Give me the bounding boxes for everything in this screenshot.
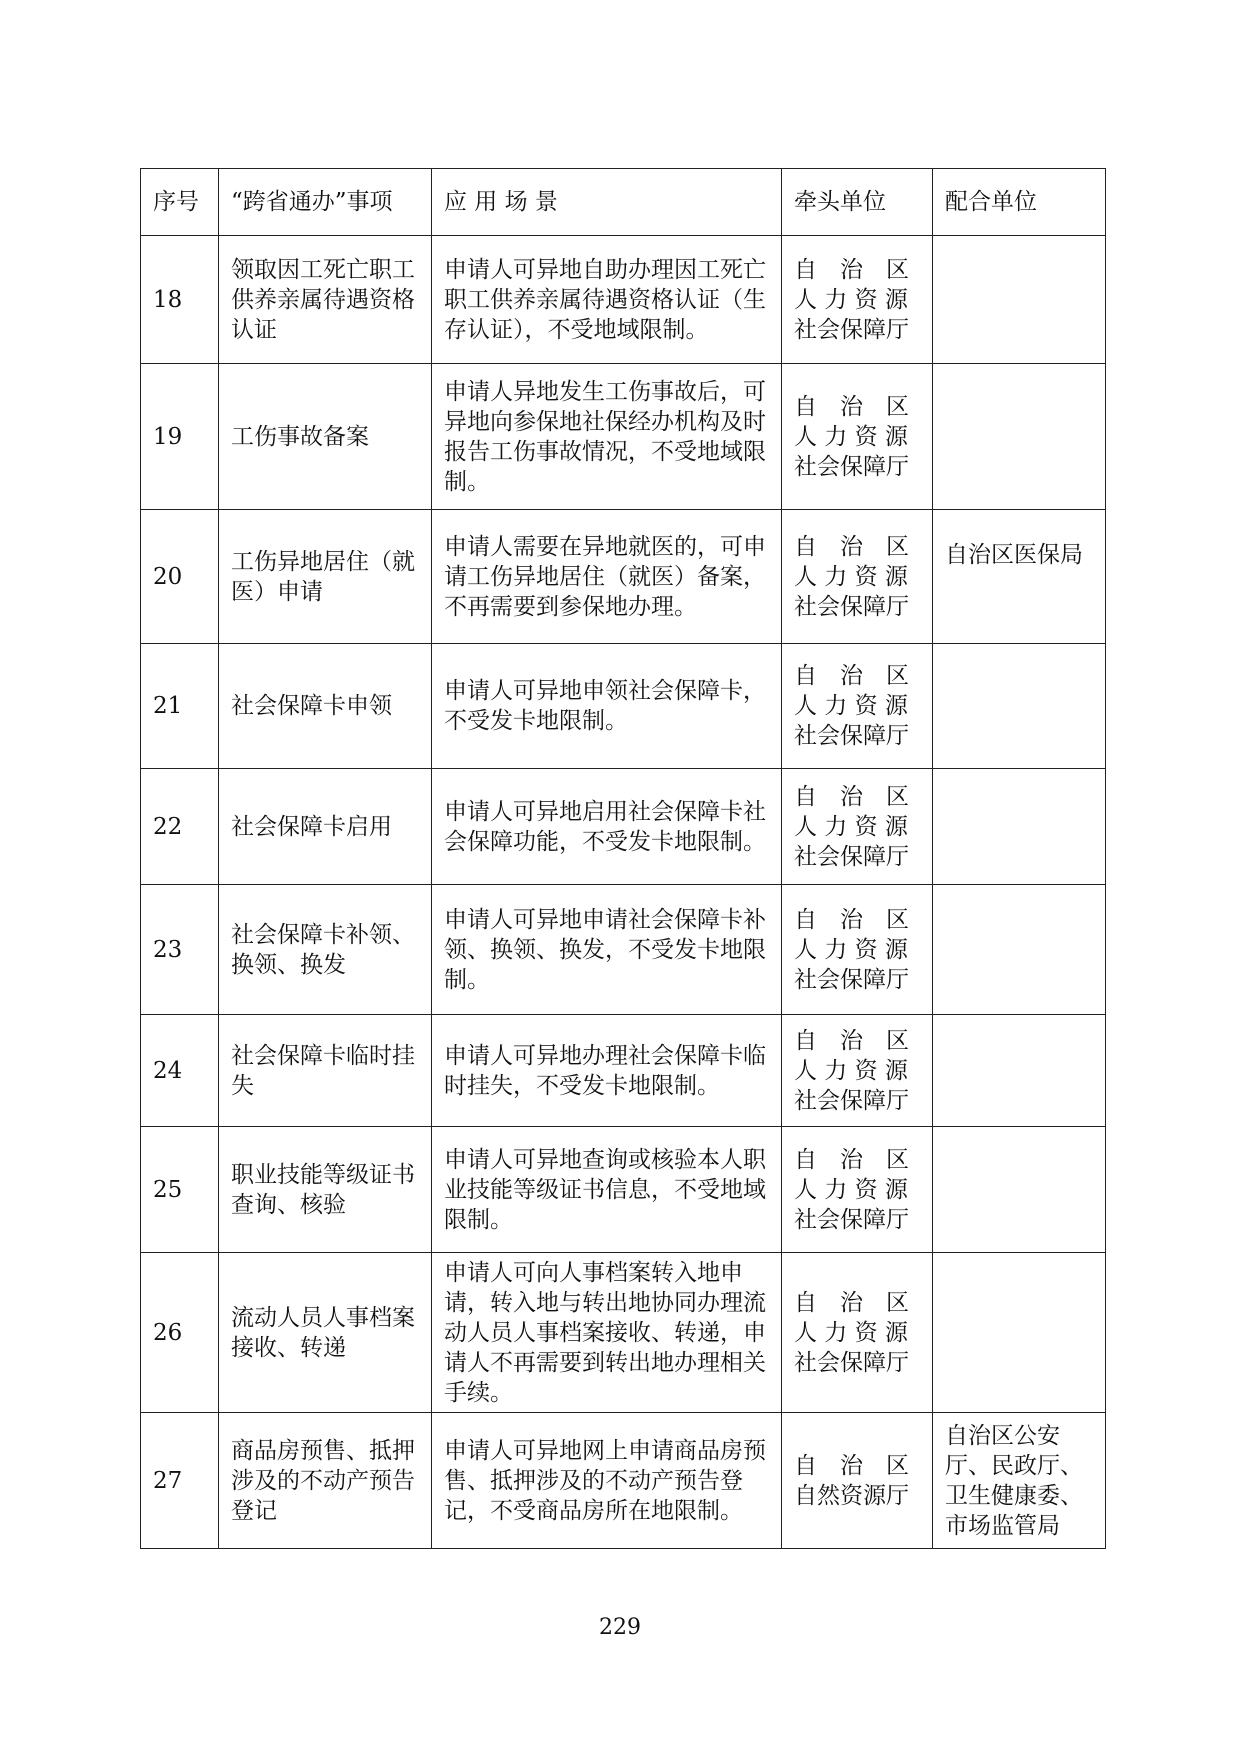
- row-lead: [782, 1413, 933, 1549]
- row-scenario: 申请人需要在异地就医的，可申请工伤异地居住（就医）备案，不再需要到参保地办理。: [432, 510, 782, 644]
- row-scenario: 申请人异地发生工伤事故后，可异地向参保地社保经办机构及时报告工伤事故情况，不受地域限制。: [432, 364, 782, 510]
- row-number: 18: [141, 236, 219, 364]
- row-scenario: 申请人可异地申请社会保障卡补领、换领、换发，不受发卡地限制。: [432, 885, 782, 1015]
- header-item: “跨省通办”事项: [219, 169, 432, 236]
- row-scenario: 申请人可异地启用社会保障卡社会保障功能，不受发卡地限制。: [432, 769, 782, 885]
- row-item: 流动人员人事档案接收、转递: [219, 1253, 432, 1413]
- row-coop: [933, 885, 1106, 1015]
- items-table: [140, 168, 1106, 1549]
- row-number: 25: [141, 1127, 219, 1253]
- lead-line: 社会保障厅: [794, 593, 909, 620]
- lead-line: 自 治 区: [794, 1452, 909, 1479]
- lead-line: 人 力 资 源: [794, 286, 908, 313]
- lead-line: 人 力 资 源: [794, 1057, 908, 1084]
- lead-line: 社会保障厅: [794, 1087, 909, 1114]
- row-scenario: 申请人可异地自助办理因工死亡职工供养亲属待遇资格认证（生存认证），不受地域限制。: [432, 236, 782, 364]
- table-row: [141, 1413, 1106, 1549]
- lead-line: 自 治 区: [794, 1289, 909, 1316]
- row-scenario: 申请人可异地办理社会保障卡临时挂失，不受发卡地限制。: [432, 1015, 782, 1127]
- table-row: [141, 1253, 1106, 1413]
- lead-line: 社会保障厅: [794, 1349, 909, 1376]
- row-coop: [933, 644, 1106, 769]
- row-number: 21: [141, 644, 219, 769]
- row-coop: 自治区医保局: [933, 510, 1106, 644]
- row-lead: [782, 1015, 933, 1127]
- row-item: 商品房预售、抵押涉及的不动产预告登记: [219, 1413, 432, 1549]
- row-item: 社会保障卡申领: [219, 644, 432, 769]
- row-item: 领取因工死亡职工供养亲属待遇资格认证: [219, 236, 432, 364]
- lead-line: 社会保障厅: [794, 843, 909, 870]
- row-lead: [782, 769, 933, 885]
- lead-line: 自然资源厅: [794, 1482, 909, 1509]
- table-row: [141, 364, 1106, 510]
- lead-line: 社会保障厅: [794, 966, 909, 993]
- header-no: 序号: [141, 169, 219, 236]
- header-lead: 牵头单位: [782, 169, 933, 236]
- lead-line: 人 力 资 源: [794, 563, 908, 590]
- lead-line: 社会保障厅: [794, 1206, 909, 1233]
- lead-line: 人 力 资 源: [794, 423, 908, 450]
- row-coop: [933, 1253, 1106, 1413]
- row-lead: [782, 644, 933, 769]
- row-item: 工伤事故备案: [219, 364, 432, 510]
- row-coop: 自治区公安厅、民政厅、卫生健康委、市场监管局: [933, 1413, 1106, 1549]
- row-scenario: 申请人可异地查询或核验本人职业技能等级证书信息，不受地域限制。: [432, 1127, 782, 1253]
- row-scenario: 申请人可异地网上申请商品房预售、抵押涉及的不动产预告登记，不受商品房所在地限制。: [432, 1413, 782, 1549]
- lead-line: 自 治 区: [794, 256, 909, 283]
- row-lead: [782, 364, 933, 510]
- row-item: 社会保障卡启用: [219, 769, 432, 885]
- row-item: 社会保障卡补领、换领、换发: [219, 885, 432, 1015]
- lead-line: 社会保障厅: [794, 453, 909, 480]
- row-number: 27: [141, 1413, 219, 1549]
- lead-line: 社会保障厅: [794, 316, 909, 343]
- table-row: [141, 1127, 1106, 1253]
- lead-line: 人 力 资 源: [794, 936, 908, 963]
- row-number: 24: [141, 1015, 219, 1127]
- header-scenario: 应 用 场 景: [432, 169, 782, 236]
- row-lead: [782, 885, 933, 1015]
- row-number: 23: [141, 885, 219, 1015]
- table-row: [141, 510, 1106, 644]
- row-item: 社会保障卡临时挂失: [219, 1015, 432, 1127]
- lead-line: 社会保障厅: [794, 723, 909, 749]
- table-row: [141, 644, 1106, 769]
- row-number: 19: [141, 364, 219, 510]
- lead-line: 自 治 区: [794, 663, 909, 689]
- table-row: [141, 885, 1106, 1015]
- row-lead: [782, 1127, 933, 1253]
- row-item: 工伤异地居住（就医）申请: [219, 510, 432, 644]
- lead-line: 自 治 区: [794, 393, 909, 420]
- row-number: 26: [141, 1253, 219, 1413]
- table-header-row: [141, 169, 1106, 236]
- lead-line: 人 力 资 源: [794, 1176, 908, 1203]
- table-row: [141, 1015, 1106, 1127]
- row-lead: [782, 510, 933, 644]
- row-coop: [933, 769, 1106, 885]
- row-item: 职业技能等级证书查询、核验: [219, 1127, 432, 1253]
- row-scenario: 申请人可异地申领社会保障卡，不受发卡地限制。: [432, 644, 782, 769]
- table-row: [141, 769, 1106, 885]
- lead-line: 自 治 区: [794, 783, 909, 810]
- row-coop: [933, 1127, 1106, 1253]
- table-row: [141, 236, 1106, 364]
- lead-line: 人 力 资 源: [794, 813, 908, 840]
- lead-line: 自 治 区: [794, 1027, 909, 1054]
- row-lead: [782, 236, 933, 364]
- row-number: 22: [141, 769, 219, 885]
- lead-line: 自 治 区: [794, 1146, 909, 1173]
- row-scenario: 申请人可向人事档案转入地申请，转入地与转出地协同办理流动人员人事档案接收、转递，申请人不再需要到转出地办理相关手续。: [432, 1253, 782, 1413]
- row-coop: [933, 364, 1106, 510]
- row-number: 20: [141, 510, 219, 644]
- row-coop: [933, 236, 1106, 364]
- header-coop: 配合单位: [933, 169, 1106, 236]
- page-number: 229: [599, 1615, 641, 1640]
- lead-line: 自 治 区: [794, 533, 909, 560]
- lead-line: 自 治 区: [794, 906, 909, 933]
- lead-line: 人 力 资 源: [794, 1319, 908, 1346]
- lead-line: 人 力 资 源: [794, 693, 908, 719]
- row-coop: [933, 1015, 1106, 1127]
- row-lead: [782, 1253, 933, 1413]
